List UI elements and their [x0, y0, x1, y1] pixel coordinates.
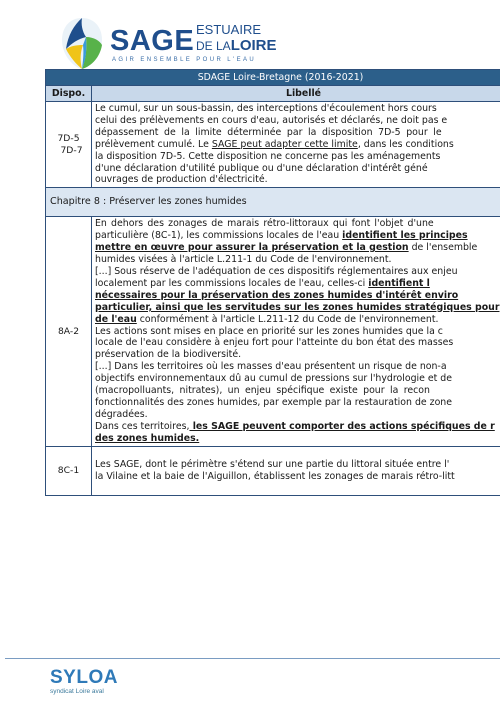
syloa-brand: SYLOA [50, 667, 118, 688]
text-span: particulière (8C-1), les commissions locales de l'eau [95, 230, 343, 242]
row-code: 8C-1 [46, 446, 92, 495]
logo-de-la-text: DE LA [196, 39, 231, 53]
chapter-heading: Chapitre 8 : Préserver les zones humides [46, 188, 500, 217]
logo-estuaire-text: ESTUAIRE [196, 22, 262, 37]
text-line: particulier, ainsi que les servitudes sur les zones humides stratégiques pour [95, 301, 500, 313]
text-line: fonctionnalités des zones humides, par exemple par la restauration de zone [95, 396, 453, 408]
row-text [92, 217, 500, 446]
text-line: (macropolluants, nitrates), un enjeu spécifique existe pour la recon [95, 385, 430, 397]
bold-underlined-text: identifient l [368, 277, 430, 289]
table-row [46, 217, 500, 446]
underlined-text: SAGE peut adapter cette limite [211, 138, 358, 150]
sage-emblem-icon [56, 15, 108, 71]
syloa-subtitle: syndicat Loire aval [50, 688, 104, 695]
text-line: humides visées à l'article L.211-1 du Code de l'environnement. [95, 254, 392, 266]
text-line: locale de l'eau considère à enjeu fort pour l'atteinte du bon état des masses [95, 337, 454, 349]
sage-logo [56, 15, 286, 71]
sdage-table [45, 69, 500, 496]
code-7d7: 7D-7 [60, 144, 83, 156]
bold-underlined-text: les SAGE peuvent comporter des actions spécifiques de r [189, 420, 495, 432]
text-span: localement par les commissions locales de l'eau, celles-ci [95, 277, 369, 289]
text-line: nécessaires pour la préservation des zones humides d'intérêt enviro [95, 289, 459, 301]
row-code [46, 102, 92, 188]
logo-loire-text [196, 37, 277, 54]
text-line: objectifs environnementaux dû au cumul de pressions sur l'hydrologie et de [95, 373, 453, 385]
logo-tagline: AGIR ENSEMBLE POUR L'EAU [112, 57, 257, 63]
text-line: ouvrages de production d'électricité. [95, 174, 268, 186]
text-span: de l'ensemble [408, 242, 478, 254]
text-line: la disposition 7D-5. Cette disposition ne concerne pas les aménagements [95, 150, 441, 162]
text-line: En dehors des zonages de marais rétro-littoraux qui font l'objet d'une [95, 218, 434, 230]
text-span: conformément à l'article L.211-12 du Code de l'environnement. [136, 313, 439, 325]
text-line [95, 421, 500, 433]
text-line [95, 230, 500, 242]
text-span: Dans ces territoires, [95, 420, 190, 432]
text-line: dégradées. [95, 408, 148, 420]
column-header-libelle: Libellé [92, 86, 500, 102]
text-line: [...] Sous réserve de l'adéquation de ces dispositifs réglementaires aux enjeu [95, 265, 458, 277]
text-span: , dans les conditions [357, 138, 454, 150]
text-line: la Vilaine et la baie de l'Aiguillon, établissent les zonages de marais rétro-litt [95, 470, 455, 482]
text-line: d'une déclaration d'utilité publique ou d'une déclaration d'intérêt géné [95, 162, 428, 174]
row-code: 8A-2 [46, 217, 92, 446]
text-line [95, 139, 500, 151]
text-line: Le cumul, sur un sous-bassin, des interceptions d'écoulement hors cours [95, 103, 437, 114]
text-line [95, 242, 500, 254]
text-line [95, 314, 500, 326]
logo-loire-word: LOIRE [230, 37, 277, 54]
table-row [46, 446, 500, 495]
text-line: Les actions sont mises en place en priorité sur les zones humides que la c [95, 325, 443, 337]
table-row [46, 102, 500, 188]
text-span: prélèvement cumulé. Le [95, 138, 212, 150]
footer-divider [5, 658, 500, 659]
text-line: des zones humides. [95, 432, 200, 444]
text-line: Les SAGE, dont le périmètre s'étend sur une partie du littoral située entre l' [95, 458, 450, 470]
bold-underlined-text: identifient les principes [342, 230, 468, 242]
code-7d5: 7D-5 [57, 132, 80, 144]
text-line: dépassement de la limite déterminée par la disposition 7D-5 pour le [95, 126, 442, 138]
bold-underlined-text: mettre en œuvre pour assurer la préservation et la gestion [95, 242, 409, 254]
syloa-logo [50, 667, 140, 697]
logo-sage-text: SAGE [110, 25, 195, 57]
bold-underlined-text: de l'eau [95, 313, 137, 325]
column-header-dispo: Dispo. [46, 86, 92, 102]
row-text [92, 446, 500, 495]
row-text [92, 102, 500, 188]
text-line [95, 278, 500, 290]
text-line: celui des prélèvements en cours d'eau, autorisés et déclarés, ne doit pas e [95, 114, 448, 126]
text-line: préservation de la biodiversité. [95, 349, 242, 361]
table-title: SDAGE Loire-Bretagne (2016-2021) [46, 70, 500, 86]
text-line: [...] Dans les territoires où les masses d'eau présentent un risque de non-a [95, 361, 447, 373]
